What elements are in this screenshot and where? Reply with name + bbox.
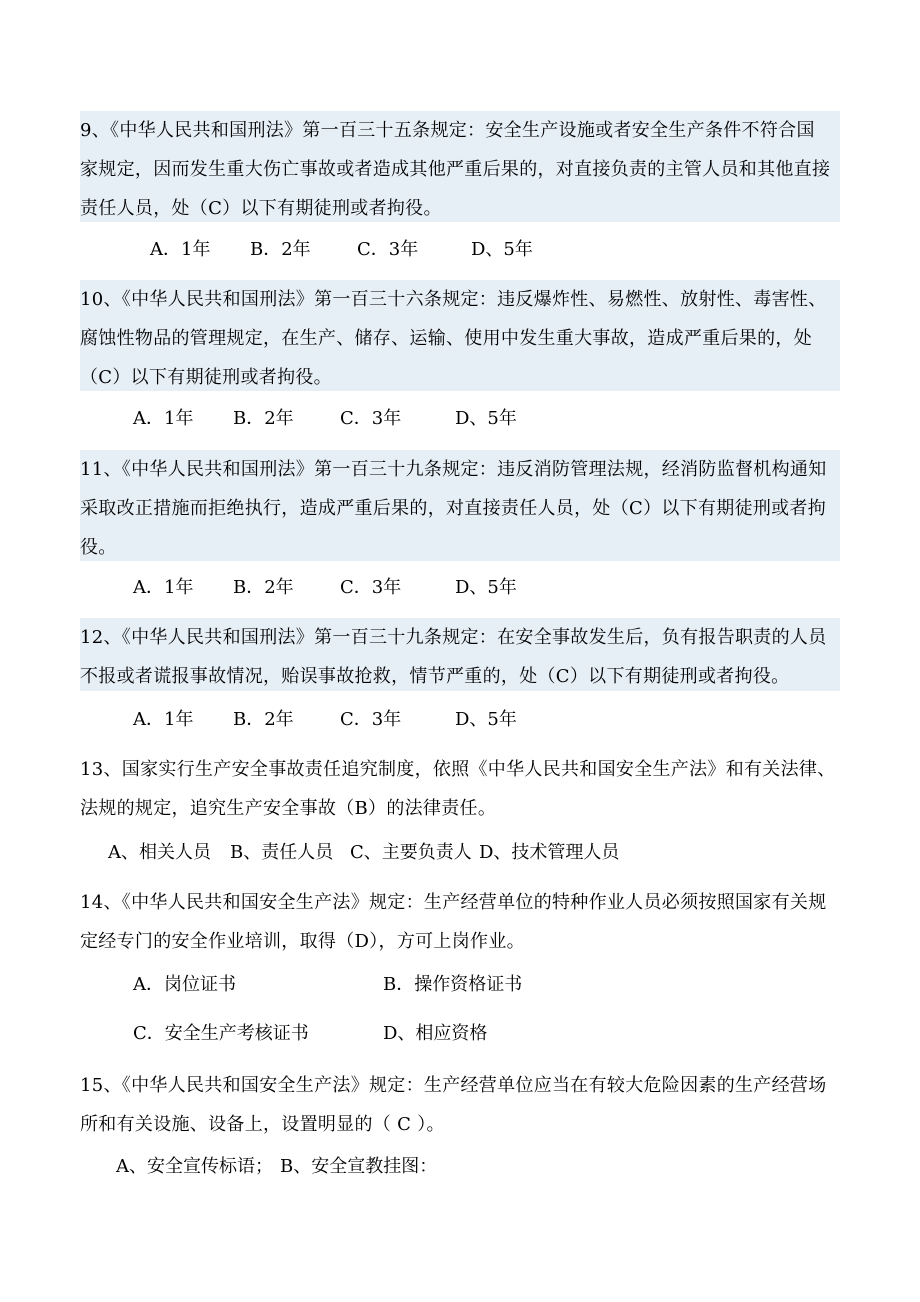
option-b: B．2年 xyxy=(233,709,294,730)
question-13 xyxy=(80,750,840,828)
option-b: B．操作资格证书 xyxy=(383,974,523,995)
question-text-line: 11、《中华人民共和国刑法》第一百三十九条规定：违反消防管理法规，经消防监督机构通知 xyxy=(80,459,827,480)
option-d: D、技术管理人员 xyxy=(479,842,620,863)
question-text-line: 腐蚀性物品的管理规定，在生产、储存、运输、使用中发生重大事故，造成严重后果的，处 xyxy=(80,328,812,349)
option-b: B、安全宣教挂图： xyxy=(280,1156,438,1177)
option-c: C．3年 xyxy=(340,577,402,598)
question-text-line: 不报或者谎报事故情况，贻误事故抢救，情节严重的，处（C）以下有期徒刑或者拘役。 xyxy=(80,666,790,687)
option-b: B．2年 xyxy=(250,239,311,260)
option-d: D、5年 xyxy=(471,239,533,260)
option-c: C．3年 xyxy=(340,408,402,429)
question-text-line: （C）以下有期徒刑或者拘役。 xyxy=(80,367,332,388)
option-b: B．2年 xyxy=(233,408,294,429)
option-a: A．1年 xyxy=(133,577,194,598)
question-text-line: 所和有关设施、设备上，设置明显的（ C ）。 xyxy=(80,1114,445,1135)
question-14 xyxy=(80,883,840,961)
option-d: D、相应资格 xyxy=(383,1023,488,1044)
question-text-line: 家规定，因而发生重大伤亡事故或者造成其他严重后果的，对直接负责的主管人员和其他直接 xyxy=(80,159,831,180)
option-a: A、安全宣传标语； xyxy=(116,1156,273,1177)
question-text-line: 13、国家实行生产安全事故责任追究制度，依照《中华人民共和国安全生产法》和有关法律、 xyxy=(80,759,836,780)
option-c: C．3年 xyxy=(357,239,419,260)
options-14 xyxy=(0,973,600,1053)
question-9 xyxy=(80,111,840,222)
option-c: C．安全生产考核证书 xyxy=(133,1023,309,1044)
option-a: A．岗位证书 xyxy=(133,974,236,995)
option-b: B．2年 xyxy=(233,577,294,598)
question-text-line: 定经专门的安全作业培训，取得（D），方可上岗作业。 xyxy=(80,931,525,952)
option-a: A、相关人员 xyxy=(108,842,211,863)
question-text-line: 12、《中华人民共和国刑法》第一百三十九条规定：在安全事故发生后，负有报告职责的人员 xyxy=(80,627,827,648)
option-d: D、5年 xyxy=(455,709,517,730)
question-15 xyxy=(80,1066,840,1144)
question-text-line: 15、《中华人民共和国安全生产法》规定：生产经营单位应当在有较大危险因素的生产经营场 xyxy=(80,1075,827,1096)
question-text-line: 10、《中华人民共和国刑法》第一百三十六条规定：违反爆炸性、易燃性、放射性、毒害性、 xyxy=(80,289,827,310)
question-text-line: 法规的规定，追究生产安全事故（B）的法律责任。 xyxy=(80,798,497,819)
option-a: A．1年 xyxy=(150,239,211,260)
option-a: A．1年 xyxy=(133,408,194,429)
question-text-line: 14、《中华人民共和国安全生产法》规定：生产经营单位的特种作业人员必须按照国家有关规 xyxy=(80,892,827,913)
question-11 xyxy=(80,450,840,561)
option-d: D、5年 xyxy=(455,408,517,429)
option-b: B、责任人员 xyxy=(230,842,334,863)
question-10 xyxy=(80,280,840,391)
option-c: C．3年 xyxy=(340,709,402,730)
option-c: C、主要负责人 xyxy=(350,842,472,863)
option-d: D、5年 xyxy=(455,577,517,598)
question-12 xyxy=(80,618,840,691)
option-a: A．1年 xyxy=(133,709,194,730)
question-text-line: 9、《中华人民共和国刑法》第一百三十五条规定：安全生产设施或者安全生产条件不符合国 xyxy=(80,120,815,141)
question-text-line: 责任人员，处（C）以下有期徒刑或者拘役。 xyxy=(80,198,442,219)
question-text-line: 采取改正措施而拒绝执行，造成严重后果的，对直接责任人员，处（C）以下有期徒刑或者拘 xyxy=(80,498,827,519)
question-text-line: 役。 xyxy=(80,537,117,558)
